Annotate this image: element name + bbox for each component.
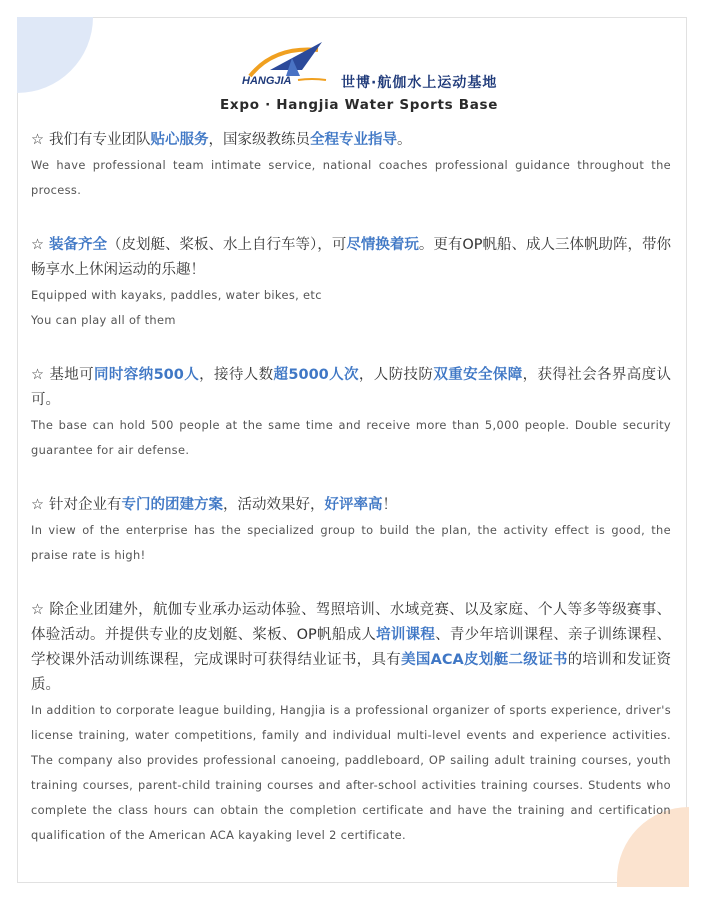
section-text-en: In addition to corporate league building, Hangjia is a professional organizer of sports experience, driver's license training, water competitions, family and individual multi-level events and experience activities. The company also provides professional canoeing, paddleboard, OP sailing adult training courses, youth training courses, parent-child training courses and after-school activities training courses. Students who complete the class hours can obtain the completion certificate and have the training and certification qualification of the American ACA kayaking level 2 certificate. (31, 703, 671, 842)
feature-sections (31, 128, 671, 848)
body-text: 基地可 (49, 367, 95, 383)
star-icon: ☆ (31, 602, 45, 618)
body-text: 、青少年培训课程、亲子训练课程、学校课外活动训练课程，完成课时可获得结业证书，具有 (31, 627, 672, 668)
body-text: 的培训和发证资质。 (31, 652, 672, 693)
section-text-cn (31, 233, 671, 283)
section-text-en: You can play all of them (31, 313, 176, 327)
highlight-text: 尽情换着玩 (346, 237, 419, 253)
body-text: ，接待人数 (199, 367, 274, 383)
star-icon: ☆ (31, 132, 44, 148)
hangjia-logo-icon (240, 40, 332, 86)
highlight-text: 好评率高 (324, 497, 383, 513)
section-text-en: The base can hold 500 people at the same time and receive more than 5,000 people. Double security guarantee for air defense. (31, 418, 671, 457)
body-text: ，人防技防 (358, 367, 434, 383)
section-text-cn (31, 363, 671, 413)
section-text-en: In view of the enterprise has the specialized group to build the plan, the activity effect is good, the praise rate is high! (31, 523, 671, 562)
feature-section (31, 128, 671, 203)
body-text: （皮划艇、桨板、水上自行车等），可 (107, 237, 347, 253)
section-text-en: Equipped with kayaks, paddles, water bikes, etc (31, 288, 322, 302)
logo-name-en: Expo · Hangjia Water Sports Base (220, 97, 499, 113)
body-text: 。更有OP帆船、成人三体帆助阵，带你畅享水上休闲运动的乐趣！ (31, 237, 672, 278)
highlight-text: 全程专业指导 (310, 132, 397, 148)
highlight-text: 专门的团建方案 (121, 497, 223, 513)
article-content (31, 38, 671, 878)
star-icon: ☆ (31, 237, 45, 253)
highlight-text: 同时容纳500人 (94, 367, 200, 383)
star-icon: ☆ (31, 367, 45, 383)
section-text-cn (31, 493, 671, 518)
highlight-text: 超5000人次 (273, 367, 359, 383)
logo-brand-text: HANGJIA (242, 75, 292, 86)
body-text: 。 (397, 132, 412, 148)
section-text-en: We have professional team intimate service, national coaches professional guidance throughout the process. (31, 158, 671, 197)
body-text: ！ (382, 497, 397, 513)
feature-section (31, 493, 671, 568)
body-text: ，获得社会各界高度认可。 (31, 367, 672, 408)
star-icon: ☆ (31, 497, 44, 513)
highlight-text: 美国ACA皮划艇二级证书 (401, 652, 568, 668)
body-text: ，活动效果好， (223, 497, 325, 513)
feature-section (31, 233, 671, 333)
section-text-cn (31, 128, 671, 153)
body-text: 针对企业有 (49, 497, 122, 513)
logo-header (31, 38, 671, 128)
body-text: 我们有专业团队 (49, 132, 151, 148)
highlight-text: 培训课程 (376, 627, 436, 643)
highlight-text: 装备齐全 (49, 237, 108, 253)
feature-section (31, 598, 671, 848)
feature-section (31, 363, 671, 463)
body-text: ，国家级教练员 (208, 132, 310, 148)
body-text: 除企业团建外，航伽专业承办运动体验、驾照培训、水域竞赛、以及家庭、个人等多等级赛事、体验活动。并提供专业的皮划艇、桨板、OP帆船成人 (31, 602, 671, 643)
logo-name-cn: 世博·航伽水上运动基地 (341, 75, 498, 91)
section-text-cn (31, 598, 671, 698)
highlight-text: 双重安全保障 (433, 367, 523, 383)
highlight-text: 贴心服务 (150, 132, 209, 148)
